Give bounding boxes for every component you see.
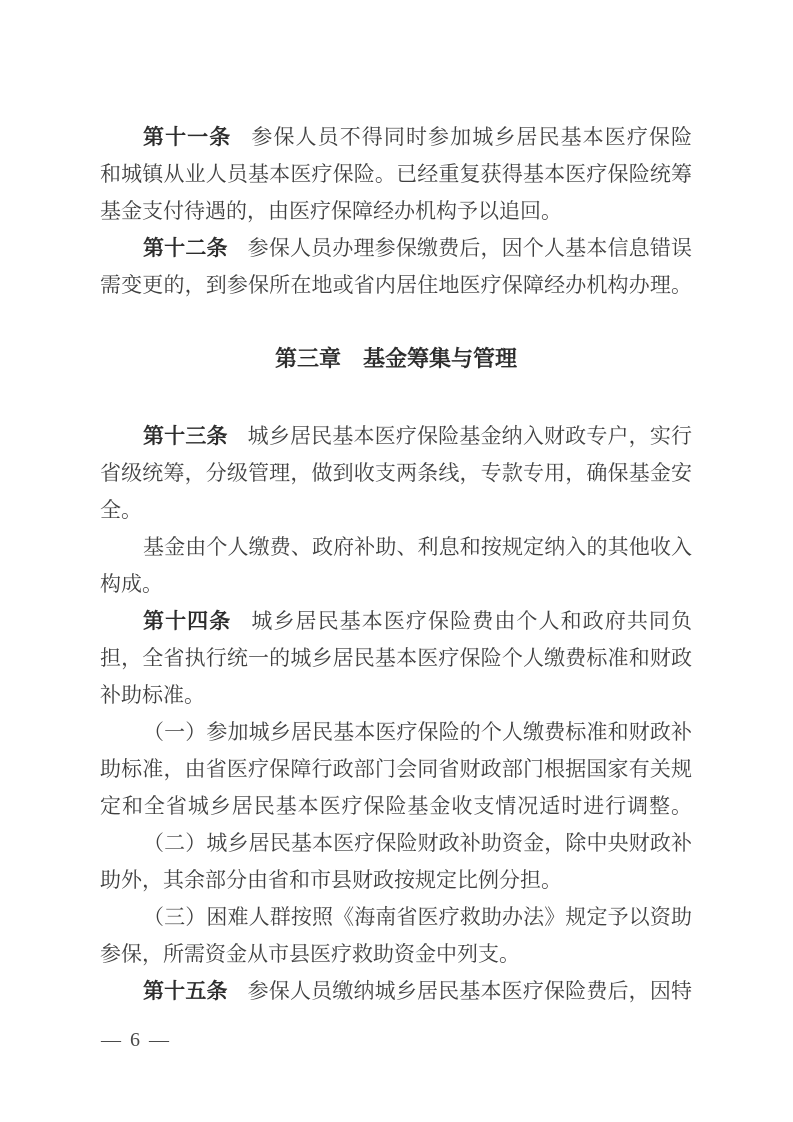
line-text: 定和全省城乡居民基本医疗保险基金收支情况适时进行调整。 — [100, 794, 692, 818]
line-text: 省级统筹，分级管理，做到收支两条线，专款专用，确保基金安 — [100, 461, 692, 485]
line-text: （三）困难人群按照《海南省医疗救助办法》规定予以资助 — [143, 905, 692, 929]
text-line — [100, 788, 692, 825]
text-line — [100, 340, 692, 377]
text-line — [100, 119, 692, 156]
line-text: 担，全省执行统一的城乡居民基本医疗保险个人缴费标准和财政 — [100, 646, 692, 670]
text-line — [100, 193, 692, 230]
text-line — [100, 751, 692, 788]
document-body — [100, 119, 692, 1010]
text-line — [100, 973, 692, 1010]
line-text: 助外，其余部分由省和市县财政按规定比例分担。 — [100, 868, 562, 892]
line-text: 第三章 基金筹集与管理 — [274, 346, 517, 371]
text-line — [100, 267, 692, 304]
line-text: 城乡居民基本医疗保险费由个人和政府共同负 — [251, 609, 692, 633]
line-text: 助标准，由省医疗保障行政部门会同省财政部门根据国家有关规 — [100, 757, 692, 781]
article-paragraph — [100, 418, 692, 529]
text-line — [100, 418, 692, 455]
text-line — [100, 936, 692, 973]
line-text: 参保人员缴纳城乡居民基本医疗保险费后，因特 — [247, 979, 692, 1003]
line-text: 参保人员办理参保缴费后，因个人基本信息错误 — [247, 236, 692, 260]
text-line — [100, 899, 692, 936]
text-line — [100, 230, 692, 267]
article-number-label: 第十四条 — [143, 609, 232, 633]
text-line — [100, 862, 692, 899]
page-footer — [101, 1026, 171, 1054]
line-text: 参保，所需资金从市县医疗救助资金中列支。 — [100, 942, 520, 966]
page-number: — 6 — — [101, 1029, 171, 1051]
text-line — [100, 603, 692, 640]
text-line — [100, 455, 692, 492]
article-paragraph — [100, 230, 692, 304]
article-paragraph — [100, 825, 692, 899]
article-number-label: 第十三条 — [143, 424, 228, 448]
text-line — [100, 566, 692, 603]
text-line — [100, 677, 692, 714]
line-text: 需变更的，到参保所在地或省内居住地医疗保障经办机构办理。 — [100, 273, 692, 297]
chapter-heading — [100, 340, 692, 377]
line-text: 城乡居民基本医疗保险基金纳入财政专户，实行 — [247, 424, 692, 448]
line-text: 和城镇从业人员基本医疗保险。已经重复获得基本医疗保险统筹 — [100, 162, 692, 186]
line-text: （二）城乡居民基本医疗保险财政补助资金，除中央财政补 — [143, 831, 692, 855]
line-text: 补助标准。 — [100, 683, 205, 707]
text-line — [100, 492, 692, 529]
line-text: 参保人员不得同时参加城乡居民基本医疗保险 — [251, 125, 692, 149]
line-text: 基金由个人缴费、政府补助、利息和按规定纳入的其他收入 — [143, 535, 692, 559]
text-line — [100, 714, 692, 751]
article-number-label: 第十二条 — [143, 236, 228, 260]
article-paragraph — [100, 714, 692, 825]
article-number-label: 第十一条 — [143, 125, 232, 149]
article-paragraph — [100, 973, 692, 1010]
article-paragraph — [100, 119, 692, 230]
article-paragraph — [100, 603, 692, 714]
line-text: （一）参加城乡居民基本医疗保险的个人缴费标准和财政补 — [143, 720, 692, 744]
text-line — [100, 640, 692, 677]
text-line — [100, 156, 692, 193]
line-text: 基金支付待遇的，由医疗保障经办机构予以追回。 — [100, 199, 562, 223]
line-text: 构成。 — [100, 572, 163, 596]
article-paragraph — [100, 899, 692, 973]
text-line — [100, 825, 692, 862]
text-line — [100, 529, 692, 566]
line-text: 全。 — [100, 498, 142, 522]
article-paragraph — [100, 529, 692, 603]
article-number-label: 第十五条 — [143, 979, 228, 1003]
